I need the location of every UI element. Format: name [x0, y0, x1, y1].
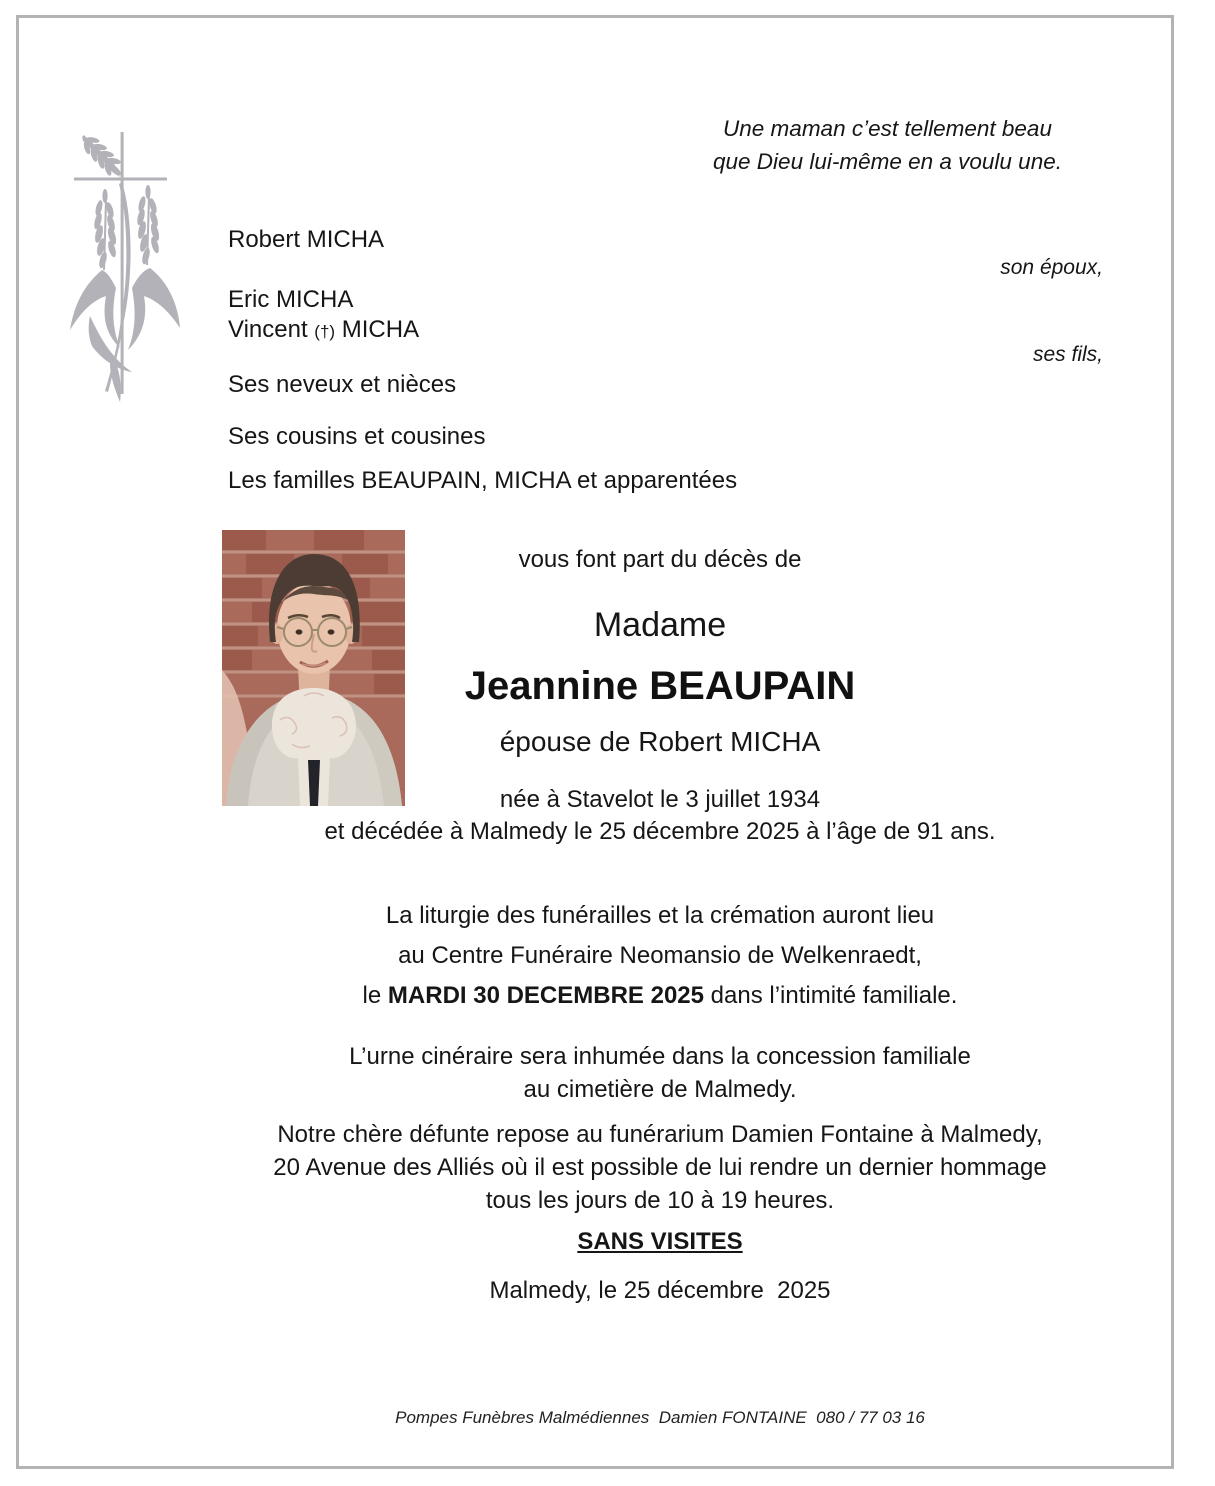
quote-line-2: que Dieu lui-même en a voulu une. — [713, 149, 1062, 174]
deceased-name: Jeannine BEAUPAIN — [464, 664, 856, 708]
dateline: Malmedy, le 25 décembre 2025 — [489, 1277, 831, 1304]
repose-line-1: Notre chère défunte repose au funérarium Damien Fontaine à Malmedy, — [277, 1121, 1043, 1148]
ceremony-line-3 — [210, 982, 1110, 1010]
repose-line-2: 20 Avenue des Alliés où il est possible de lui rendre un dernier hommage — [273, 1154, 1047, 1181]
ceremony-date-suffix: dans l’intimité familiale. — [704, 982, 958, 1009]
announcement-intro: vous font part du décès de — [518, 546, 802, 573]
deceased-dagger-mark: (†) — [314, 322, 336, 341]
memorial-quote — [650, 112, 1125, 178]
mourners-nephews: Ses neveux et nièces — [228, 371, 457, 398]
mourner-son-2 — [228, 316, 419, 344]
funeral-home-footer: Pompes Funèbres Malmédiennes Damien FONTAINE 080 / 77 03 16 — [395, 1408, 925, 1427]
mourners-cousins: Ses cousins et cousines — [228, 423, 486, 450]
cross-wheat-icon — [62, 120, 204, 404]
spouse-line: épouse de Robert MICHA — [499, 726, 821, 757]
mourner-son-1: Eric MICHA — [228, 286, 354, 313]
urn-line-2: au cimetière de Malmedy. — [523, 1076, 797, 1103]
no-visits-notice: SANS VISITES — [577, 1228, 743, 1255]
ceremony-date: MARDI 30 DECEMBRE 2025 — [387, 982, 704, 1009]
ceremony-line-2: au Centre Funéraire Neomansio de Welkenraedt, — [398, 942, 922, 969]
mourners-families: Les familles BEAUPAIN, MICHA et apparentées — [228, 467, 738, 494]
quote-line-1: Une maman c’est tellement beau — [723, 116, 1052, 141]
husband-role: son époux, — [1000, 256, 1103, 279]
mourner-husband: Robert MICHA — [228, 226, 385, 253]
birth-line: née à Stavelot le 3 juillet 1934 — [499, 786, 821, 813]
urn-line-1: L’urne cinéraire sera inhumée dans la concession familiale — [349, 1043, 971, 1070]
ceremony-date-prefix: le — [362, 982, 388, 1009]
death-line: et décédée à Malmedy le 25 décembre 2025 à l’âge de 91 ans. — [324, 818, 996, 845]
repose-line-3: tous les jours de 10 à 19 heures. — [485, 1187, 835, 1214]
sons-role: ses fils, — [1032, 343, 1103, 366]
ceremony-line-1: La liturgie des funérailles et la crémation auront lieu — [385, 902, 935, 929]
son2-last-name: MICHA — [335, 316, 420, 343]
deceased-title: Madame — [593, 606, 727, 644]
son2-first-name: Vincent — [228, 316, 315, 343]
